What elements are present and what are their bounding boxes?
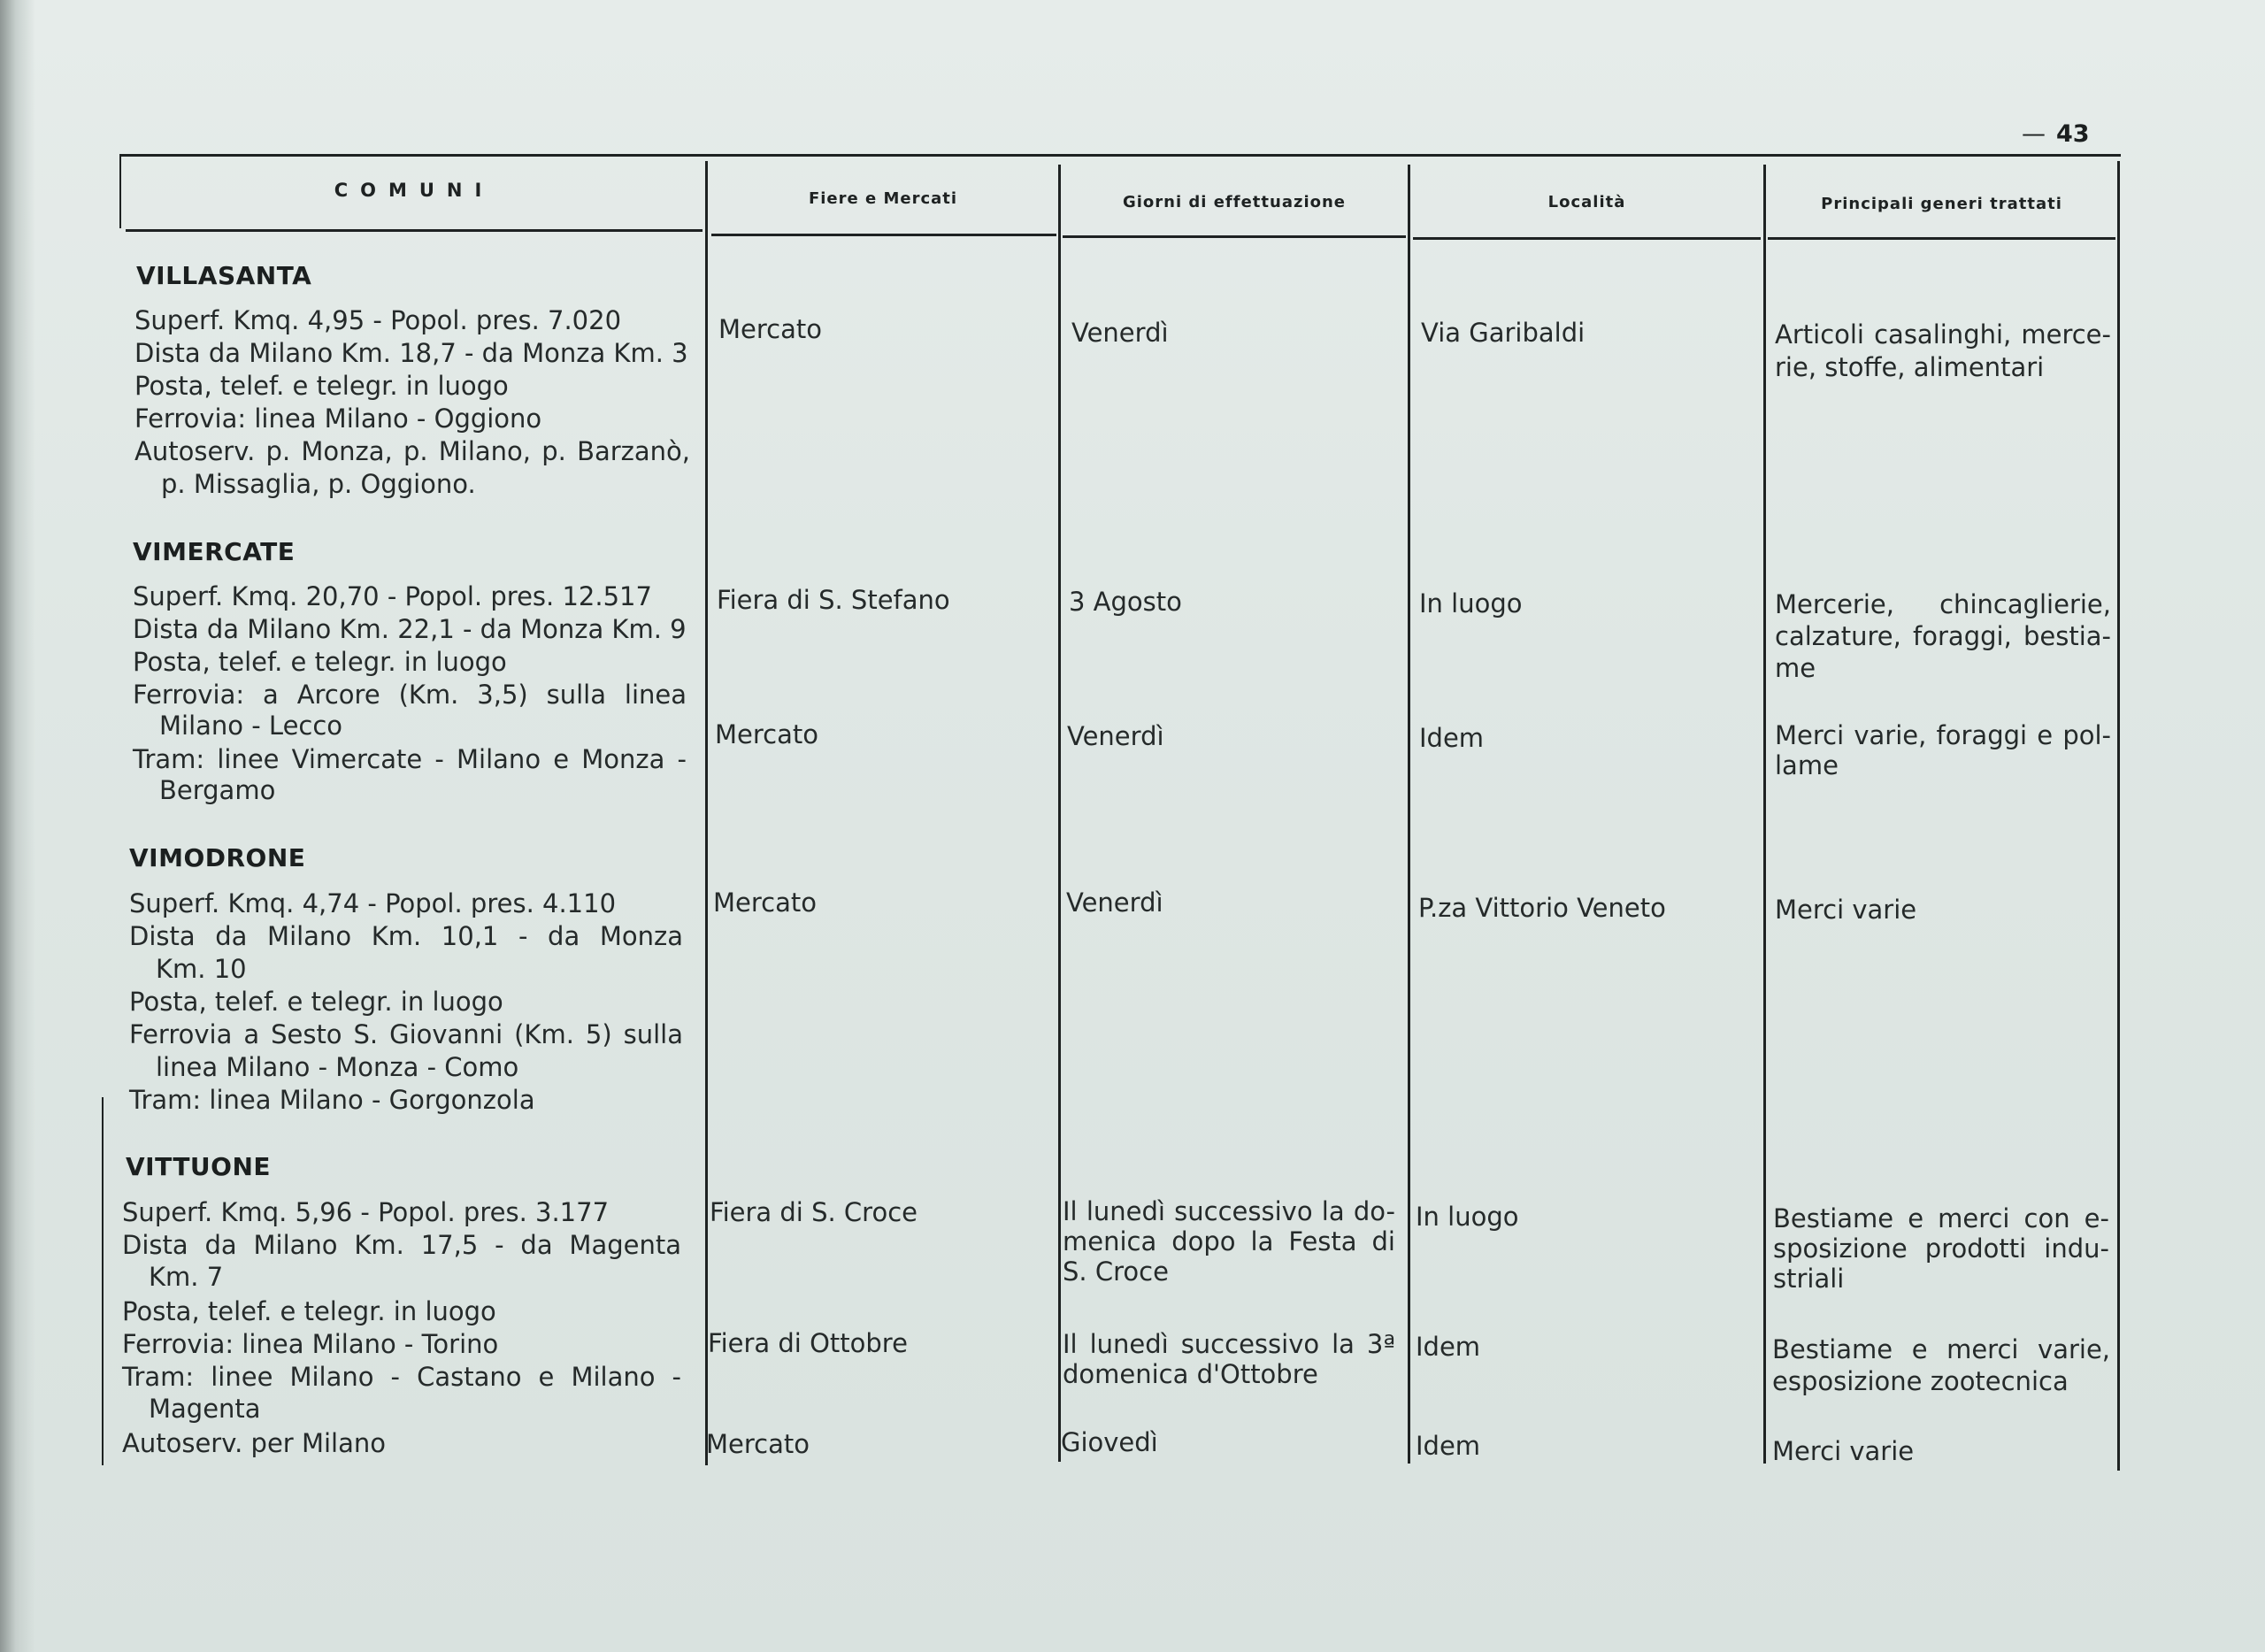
town-name: VIMODRONE <box>129 843 306 872</box>
localita-cell: Idem <box>1419 723 1485 753</box>
header-underline <box>1063 235 1406 238</box>
giorni-cell: Giovedì <box>1061 1427 1158 1457</box>
fiera-cell: Fiera di Ottobre <box>708 1328 908 1358</box>
town-info: Superf. Kmq. 4,95 - Popol. pres. 7.020 Dista da Milano Km. 18,7 - da Monza Km. 3 Posta, telef. e telegr. in luogo Ferrovia: linea Milano - Oggiono Autoserv. p. Monza, p. Milano, p. Barzanò, p. Missaglia, p. Oggiono. <box>134 305 690 499</box>
header-underline <box>1413 237 1761 240</box>
localita-cell: In luogo <box>1416 1202 1519 1232</box>
fiera-cell: Fiera di S. Stefano <box>717 585 950 615</box>
page-number: — 43 <box>2022 120 2090 148</box>
giorni-cell: Venerdì <box>1071 318 1169 348</box>
generi-cell: Merci varie, foraggi e pol- lame <box>1775 720 2111 780</box>
fiera-cell: Mercato <box>706 1429 810 1459</box>
town-name: VILLASANTA <box>136 261 312 290</box>
fiera-cell: Mercato <box>718 314 822 344</box>
giorni-cell: Venerdì <box>1066 887 1163 918</box>
giorni-cell: Il lunedì successivo la do- menica dopo la Festa di S. Croce <box>1063 1196 1395 1287</box>
fiera-cell: Mercato <box>715 719 818 749</box>
header-underline <box>711 234 1056 236</box>
generi-cell: Merci varie <box>1775 895 1917 925</box>
town-info: Superf. Kmq. 5,96 - Popol. pres. 3.177 Dista da Milano Km. 17,5 - da Magenta Km. 7 Posta, telef. e telegr. in luogo Ferrovia: linea Milano - Torino Tram: linee Milano - Castano e Milano - Magenta Autoserv. per Milano <box>122 1197 681 1458</box>
localita-cell: Via Garibaldi <box>1421 318 1586 348</box>
town-name: VITTUONE <box>126 1152 272 1181</box>
generi-cell: Merci varie <box>1772 1436 1915 1466</box>
localita-cell: Idem <box>1416 1431 1481 1461</box>
generi-cell: Articoli casalinghi, merce- rie, stoffe, alimentari <box>1775 319 2111 382</box>
generi-cell: Bestiame e merci varie, esposizione zootecnica <box>1772 1334 2110 1396</box>
header-fiere-mercati: Fiere e Mercati <box>808 189 958 208</box>
localita-cell: Idem <box>1416 1332 1481 1362</box>
town-info: Superf. Kmq. 4,74 - Popol. pres. 4.110 Dista da Milano Km. 10,1 - da Monza Km. 10 Posta, telef. e telegr. in luogo Ferrovia a Sesto S. Giovanni (Km. 5) sulla linea Milano - Monza - Como Tram: linea Milano - Gorgonzola <box>129 888 683 1115</box>
column-divider <box>705 161 708 1465</box>
header-underline <box>1768 237 2115 240</box>
generi-cell: Mercerie, chincaglierie, calzature, foraggi, bestia- me <box>1775 589 2111 683</box>
giorni-cell: Venerdì <box>1067 721 1164 751</box>
town-name: VIMERCATE <box>133 537 296 566</box>
localita-cell: In luogo <box>1419 588 1523 619</box>
header-comuni: COMUNI <box>334 180 495 201</box>
column-divider <box>1058 165 1061 1462</box>
generi-cell: Bestiame e merci con e- sposizione prodotti indu- striali <box>1773 1203 2109 1294</box>
fiera-cell: Mercato <box>713 887 817 918</box>
book-spine-shadow <box>0 0 35 1652</box>
localita-cell: P.za Vittorio Veneto <box>1418 893 1666 923</box>
header-underline <box>126 229 703 232</box>
table-top-rule <box>119 154 2121 157</box>
header-localita: Località <box>1547 193 1626 211</box>
column-divider <box>102 1097 104 1465</box>
header-generi: Principali generi trattati <box>1821 195 2062 213</box>
fiera-cell: Fiera di S. Croce <box>710 1197 918 1227</box>
column-divider <box>1763 165 1766 1464</box>
giorni-cell: 3 Agosto <box>1069 587 1182 617</box>
town-info: Superf. Kmq. 20,70 - Popol. pres. 12.517 Dista da Milano Km. 22,1 - da Monza Km. 9 Posta, telef. e telegr. in luogo Ferrovia: a Arcore (Km. 3,5) sulla linea Milano - Lecco Tram: linee Vimercate - Milano e Monza - Bergamo <box>133 581 687 805</box>
giorni-cell: Il lunedì successivo la 3ª domenica d'Ottobre <box>1063 1329 1395 1389</box>
column-divider <box>2117 161 2120 1471</box>
column-divider <box>119 154 121 228</box>
header-giorni: Giorni di effettuazione <box>1122 193 1347 211</box>
column-divider <box>1408 165 1410 1464</box>
